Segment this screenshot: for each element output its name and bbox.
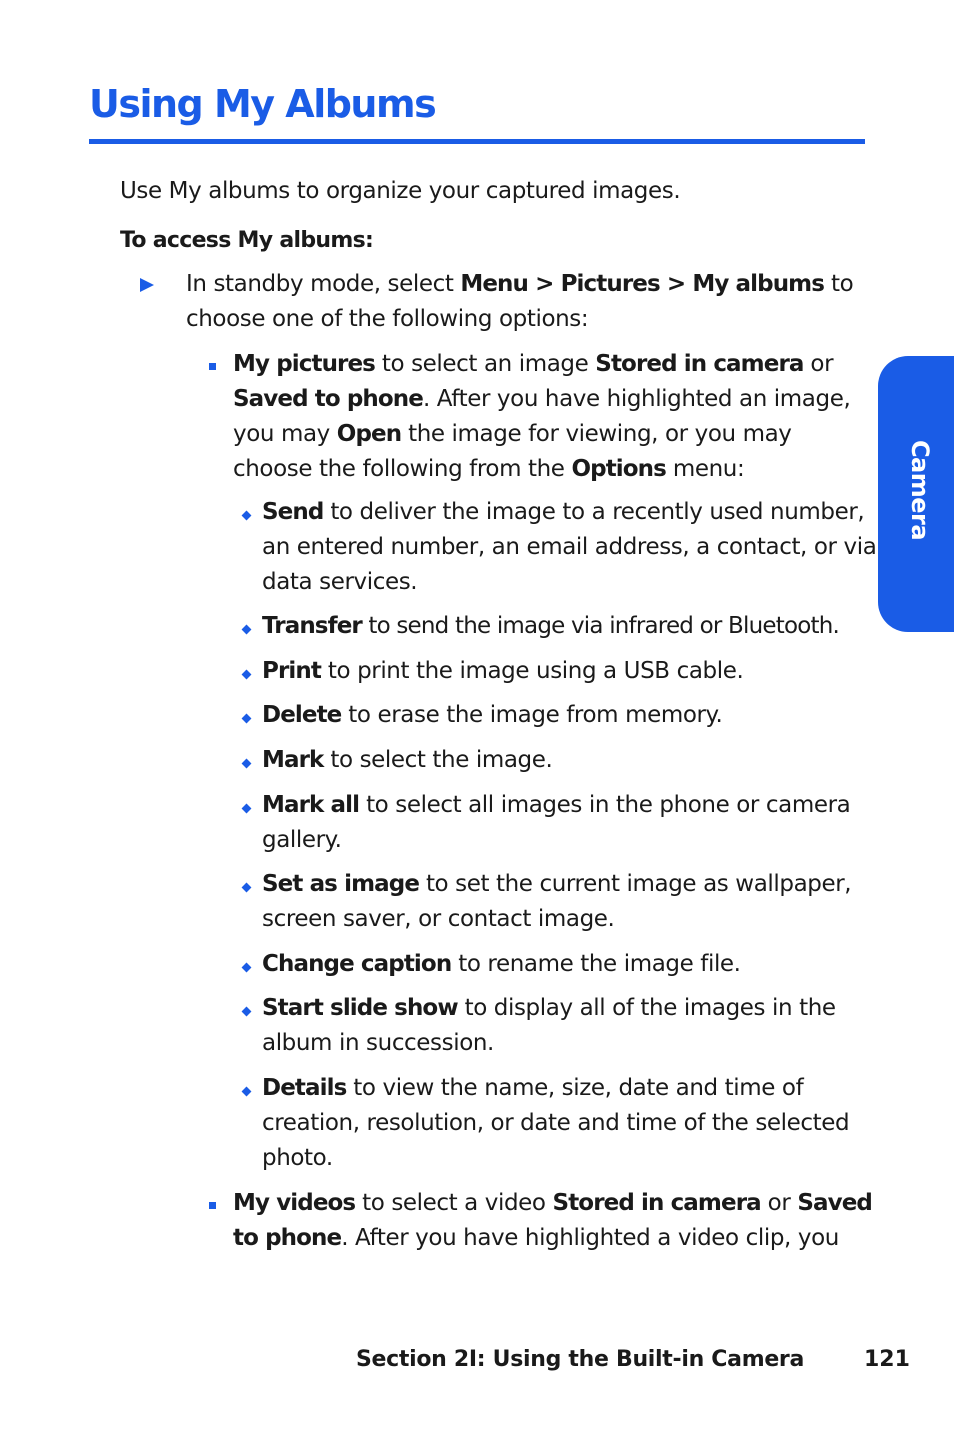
desc-text: or <box>760 1190 798 1216</box>
option-desc: to view the name, size, date and time of creation, resolution, or date and time of the selected photo. <box>262 1075 850 1171</box>
step-instruction <box>186 267 876 337</box>
option-term: Transfer <box>262 613 362 639</box>
title-underline <box>89 139 865 144</box>
diamond-bullet-icon <box>242 670 252 680</box>
option-print <box>262 654 882 689</box>
page-title: Using My Albums <box>89 82 436 126</box>
option-desc: to erase the image from memory. <box>341 702 723 728</box>
step-text-post: to choose one of the following options: <box>186 271 854 332</box>
option-desc: to set the current image as wallpaper, screen saver, or contact image. <box>262 871 852 932</box>
option-mark <box>262 743 882 778</box>
term-stored-in-camera: Stored in camera <box>552 1190 761 1216</box>
term-my-pictures: My pictures <box>233 351 375 377</box>
diamond-bullet-icon <box>242 883 252 893</box>
desc-text: to select a video <box>355 1190 553 1216</box>
option-term: Print <box>262 658 321 684</box>
diamond-bullet-icon <box>242 1007 252 1017</box>
option-term: Send <box>262 499 324 525</box>
option-term: Details <box>262 1075 347 1101</box>
option-desc: to select the image. <box>323 747 553 773</box>
step-text-pre: In standby mode, select <box>186 271 461 297</box>
desc-text: menu: <box>665 456 745 482</box>
term-stored-in-camera: Stored in camera <box>595 351 804 377</box>
intro-paragraph: Use My albums to organize your captured images. <box>120 178 681 204</box>
term-open: Open <box>336 421 402 447</box>
desc-text: the image for viewing, or you may choose the following from the <box>233 421 792 482</box>
option-term: Set as image <box>262 871 420 897</box>
diamond-bullet-icon <box>242 759 252 769</box>
diamond-bullet-icon <box>242 511 252 521</box>
desc-text: or <box>803 351 834 377</box>
diamond-bullet-icon <box>242 1087 252 1097</box>
desc-text: to select an image <box>374 351 596 377</box>
side-tab-label: Camera <box>906 439 934 541</box>
option-transfer <box>262 609 902 644</box>
diamond-bullet-icon <box>242 625 252 635</box>
square-bullet-icon <box>209 363 216 370</box>
option-desc: to display all of the images in the album in succession. <box>262 995 836 1056</box>
option-term: Start slide show <box>262 995 458 1021</box>
list-item-my-videos <box>233 1186 873 1256</box>
option-term: Delete <box>262 702 342 728</box>
option-term: Change caption <box>262 951 452 977</box>
square-bullet-icon <box>209 1202 216 1209</box>
option-desc: to select all images in the phone or camera gallery. <box>262 792 851 853</box>
menu-path: Menu > Pictures > My albums <box>460 271 825 297</box>
option-desc: to print the image using a USB cable. <box>320 658 744 684</box>
option-desc: to deliver the image to a recently used number, an entered number, an email address, a contact, or via data services. <box>262 499 877 595</box>
step-arrow-icon <box>140 278 154 292</box>
option-mark-all <box>262 788 882 858</box>
term-options: Options <box>571 456 666 482</box>
term-my-videos: My videos <box>233 1190 356 1216</box>
footer-section-title: Section 2I: Using the Built-in Camera <box>356 1347 805 1372</box>
term-saved-to-phone: Saved to phone <box>233 386 423 412</box>
term-saved-to-phone: Saved to phone <box>233 1190 872 1251</box>
option-term: Mark <box>262 747 324 773</box>
option-desc: to send the image via infrared or Bluetooth. <box>361 613 840 639</box>
diamond-bullet-icon <box>242 804 252 814</box>
diamond-bullet-icon <box>242 714 252 724</box>
access-heading: To access My albums: <box>120 228 374 253</box>
option-desc: to rename the image file. <box>451 951 741 977</box>
option-term: Mark all <box>262 792 360 818</box>
diamond-bullet-icon <box>242 963 252 973</box>
option-delete <box>262 698 882 733</box>
footer-page-number: 121 <box>864 1347 910 1372</box>
option-send <box>262 495 882 600</box>
option-set-as-image <box>262 867 882 937</box>
desc-text: . After you have highlighted a video clip, you <box>341 1225 839 1251</box>
desc-text: . After you have highlighted an image, you may <box>233 386 851 447</box>
option-start-slide-show <box>262 991 882 1061</box>
list-item-my-pictures <box>233 347 873 487</box>
option-change-caption <box>262 947 882 982</box>
option-details <box>262 1071 882 1176</box>
